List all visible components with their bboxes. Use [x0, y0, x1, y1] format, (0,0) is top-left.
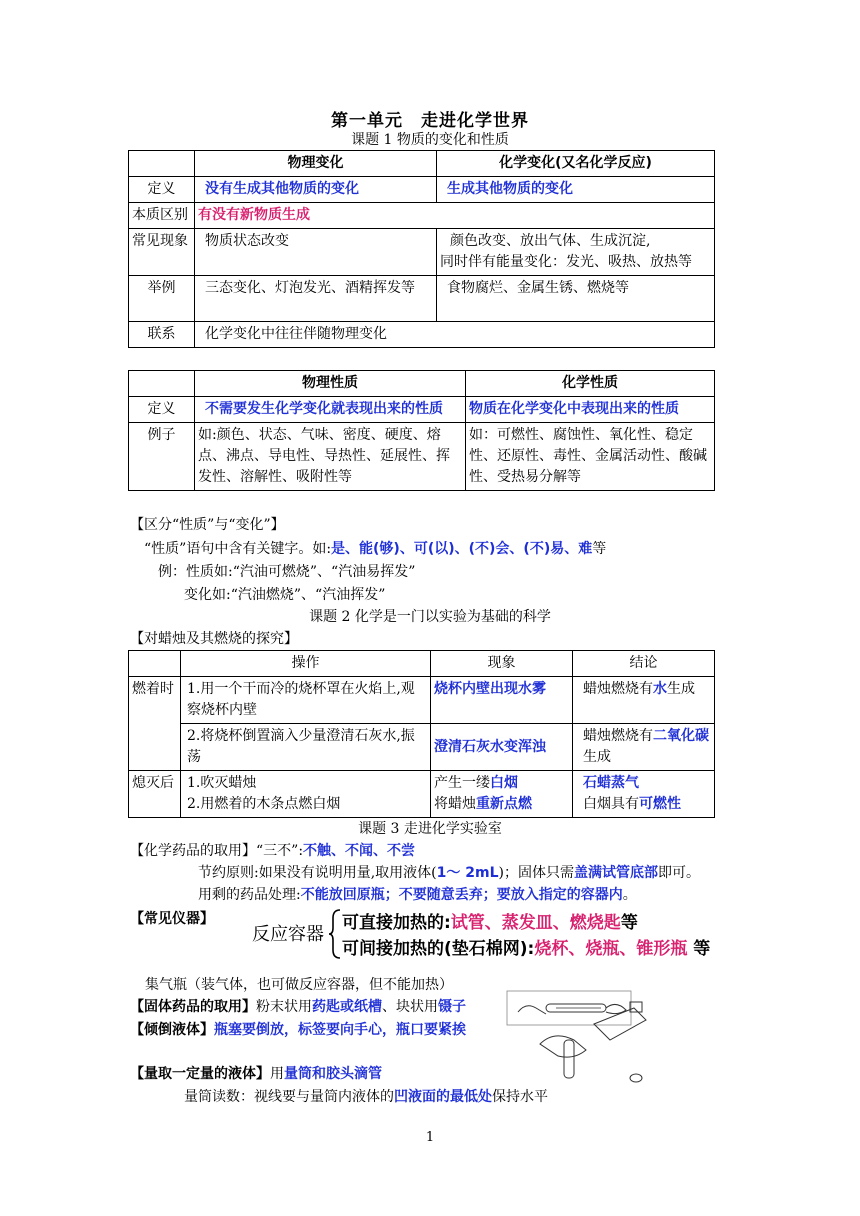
drugs-heading-line — [130, 840, 415, 860]
distinguish-line1-suffix: 等 — [592, 541, 607, 557]
group-extinguished: 熄灭后 — [129, 771, 181, 818]
direct-heating-items: 试管、蒸发皿、燃烧匙 — [450, 913, 621, 933]
conclusion-2-text: 蜡烛燃烧有 — [583, 728, 653, 744]
gas-bottle-note: 集气瓶（装气体，也可做反应容器，但不能加热） — [145, 977, 453, 993]
indirect-heating-items: 烧杯、烧瓶、锥形瓶 — [534, 939, 688, 959]
reaction-vessels — [252, 906, 752, 962]
property-table — [128, 370, 715, 491]
page-number: 1 — [425, 1130, 435, 1145]
measure-liquid-heading: 【量取一定量的液体】 — [130, 1066, 270, 1082]
lesson1-heading: 课题 1 物质的变化和性质 — [351, 132, 509, 148]
phenomenon-3 — [434, 773, 569, 794]
phenomenon-2: 澄清石灰水变浑浊 — [431, 724, 573, 771]
distinguish-keywords: 是、能(够)、可(以)、(不)会、(不)易、难 — [331, 541, 593, 557]
direct-heating — [342, 908, 638, 933]
conclusion-4-text: 白烟具有 — [583, 796, 639, 812]
operation-header: 操作 — [181, 651, 431, 677]
empty-cell — [129, 151, 195, 177]
distinguish-line1 — [144, 538, 606, 558]
saving-text-mid: )；固体只需 — [498, 865, 574, 881]
row-label-phenomena: 常见现象 — [129, 229, 195, 276]
physical-property-header: 物理性质 — [195, 371, 466, 397]
conclusion-2 — [573, 724, 715, 771]
brace-icon — [328, 908, 342, 960]
phenomenon-4-keyword: 重新点燃 — [476, 796, 532, 812]
candle-table — [128, 650, 715, 818]
candle-heading: 【对蜡烛及其燃烧的探究】 — [130, 631, 298, 647]
measure-liquid-line — [130, 1063, 382, 1083]
liquid-amount: 1～ 2mL — [436, 865, 499, 881]
conclusion-1-suffix: 生成 — [667, 681, 695, 697]
indirect-heating — [342, 934, 710, 959]
conclusion-3-4 — [573, 771, 715, 818]
solid-drug-text-mid: 、块状用 — [382, 999, 438, 1015]
physical-property-examples: 如:颜色、状态、气味、密度、硬度、熔点、沸点、导电性、导热性、延展性、挥发性、溶解性、吸附性等 — [195, 423, 466, 491]
chemical-property-definition: 物质在化学变化中表现出来的性质 — [466, 397, 715, 423]
phenomenon-4-text: 将蜡烛 — [434, 796, 476, 812]
operation-2: 2.将烧杯倒置滴入少量澄清石灰水,振荡 — [181, 724, 431, 771]
phenomenon-3-keyword: 白烟 — [490, 775, 518, 791]
pouring-liquid-illustration — [530, 1000, 660, 1084]
conclusion-1 — [573, 677, 715, 724]
lesson2-heading: 课题 2 化学是一门以实验为基础的科学 — [309, 609, 551, 625]
solid-drug-heading: 【固体药品的取用】 — [130, 999, 256, 1015]
solid-amount: 盖满试管底部 — [573, 865, 658, 881]
chemical-property-examples: 如：可燃性、腐蚀性、氧化性、稳定性、还原性、毒性、金属活动性、酸碱性、受热易分解等 — [466, 423, 715, 491]
reaction-vessel-label: 反应容器 — [252, 924, 324, 945]
powder-tool: 药匙或纸槽 — [312, 999, 382, 1015]
conclusion-3: 石蜡蒸气 — [583, 775, 639, 791]
distinguish-line1-text: “性质”语句中含有关键字。如: — [144, 541, 332, 557]
leftover-text: 用剩的药品处理: — [198, 887, 301, 903]
change-table — [128, 150, 715, 348]
solid-drug-line — [130, 996, 466, 1016]
conclusion-2-keyword: 二氧化碳 — [653, 728, 709, 744]
saving-principle — [198, 862, 700, 882]
row-label-definition: 定义 — [129, 397, 195, 423]
solid-drug-text: 粉末状用 — [256, 999, 312, 1015]
pour-liquid-line — [130, 1019, 466, 1039]
chemical-phenomena-line1: 颜色改变、放出气体、生成沉淀, — [450, 233, 651, 249]
indirect-heating-label: 可间接加热的(垫石棉网): — [342, 939, 535, 959]
row-label-essence: 本质区别 — [129, 203, 195, 229]
conclusion-1-keyword: 水 — [653, 681, 667, 697]
distinguish-line2: 例：性质如:“汽油可燃烧”、“汽油易挥发” — [158, 564, 416, 580]
row-label-examples: 举例 — [129, 276, 195, 322]
phenomenon-header: 现象 — [431, 651, 573, 677]
group-burning: 燃着时 — [129, 677, 181, 771]
phenomenon-3-text: 产生一缕 — [434, 775, 490, 791]
page-title: 第一单元 走进化学世界 — [331, 111, 529, 131]
cylinder-reading-suffix: 保持水平 — [492, 1089, 548, 1105]
cylinder-reading-text: 量筒读数：视线要与量筒内液体的 — [184, 1089, 394, 1105]
direct-heating-suffix: 等 — [620, 913, 638, 933]
instruments-heading: 【常见仪器】 — [130, 911, 214, 927]
conclusion-4 — [583, 794, 711, 815]
leftover-rules: 不能放回原瓶；不要随意丢弃；要放入指定的容器内 — [300, 887, 623, 903]
indirect-heating-suffix: 等 — [687, 939, 711, 959]
leftover-handling — [198, 884, 637, 904]
conclusion-4-keyword: 可燃性 — [639, 796, 681, 812]
pour-liquid-rules: 瓶塞要倒放，标签要向手心，瓶口要紧挨 — [214, 1022, 466, 1038]
chemical-phenomena — [437, 229, 715, 276]
conclusion-1-text: 蜡烛燃烧有 — [583, 681, 653, 697]
distinguish-heading: 【区分“性质”与“变化”】 — [130, 517, 285, 533]
direct-heating-label: 可直接加热的: — [342, 913, 451, 933]
empty-cell — [129, 371, 195, 397]
saving-text-end: 即可。 — [657, 865, 700, 881]
phenomenon-3-4 — [431, 771, 573, 818]
measure-liquid-tools: 量筒和胶头滴管 — [284, 1066, 382, 1082]
operation-4: 2.用燃着的木条点燃白烟 — [187, 796, 341, 812]
cylinder-reading-line — [184, 1086, 548, 1106]
meniscus-lowest-point: 凹液面的最低处 — [394, 1089, 492, 1105]
three-nots: 不触、不闻、不尝 — [303, 843, 416, 859]
physical-change-header: 物理变化 — [195, 151, 437, 177]
physical-change-definition: 没有生成其他物质的变化 — [195, 177, 437, 203]
conclusion-2-suffix: 生成 — [583, 749, 611, 765]
saving-text: 节约原则:如果没有说明用量,取用液体( — [198, 865, 437, 881]
row-label-examples: 例子 — [129, 423, 195, 491]
conclusion-header: 结论 — [573, 651, 715, 677]
phenomenon-1: 烧杯内壁出现水雾 — [431, 677, 573, 724]
operation-3-4 — [181, 771, 431, 818]
physical-phenomena: 物质状态改变 — [195, 229, 437, 276]
physical-property-definition: 不需要发生化学变化就表现出来的性质 — [195, 397, 466, 423]
essence-value: 有没有新物质生成 — [195, 203, 715, 229]
operation-3: 1.吹灭蜡烛 — [187, 775, 257, 791]
physical-examples: 三态变化、灯泡发光、酒精挥发等 — [195, 276, 437, 322]
operation-1: 1.用一个干而冷的烧杯罩在火焰上,观察烧杯内壁 — [181, 677, 431, 724]
chemical-examples: 食物腐烂、金属生锈、燃烧等 — [437, 276, 715, 322]
row-label-relation: 联系 — [129, 322, 195, 348]
chemical-phenomena-line2: 同时伴有能量变化：发光、吸热、放热等 — [440, 254, 692, 270]
row-label-definition: 定义 — [129, 177, 195, 203]
chemical-change-definition: 生成其他物质的变化 — [437, 177, 715, 203]
distinguish-line3: 变化如:“汽油燃烧”、“汽油挥发” — [184, 587, 386, 603]
phenomenon-4 — [434, 794, 569, 815]
chemical-change-header: 化学变化(又名化学反应) — [437, 151, 715, 177]
drugs-heading: 【化学药品的取用】“三不”: — [130, 843, 304, 859]
lump-tool: 镊子 — [438, 999, 466, 1015]
measure-liquid-text: 用 — [270, 1066, 284, 1082]
lesson3-heading: 课题 3 走进化学实验室 — [358, 821, 502, 837]
empty-cell — [129, 651, 181, 677]
pour-liquid-heading: 【倾倒液体】 — [130, 1022, 214, 1038]
leftover-text-end: 。 — [622, 887, 637, 903]
chemical-property-header: 化学性质 — [466, 371, 715, 397]
relation-value: 化学变化中往往伴随物理变化 — [195, 322, 715, 348]
